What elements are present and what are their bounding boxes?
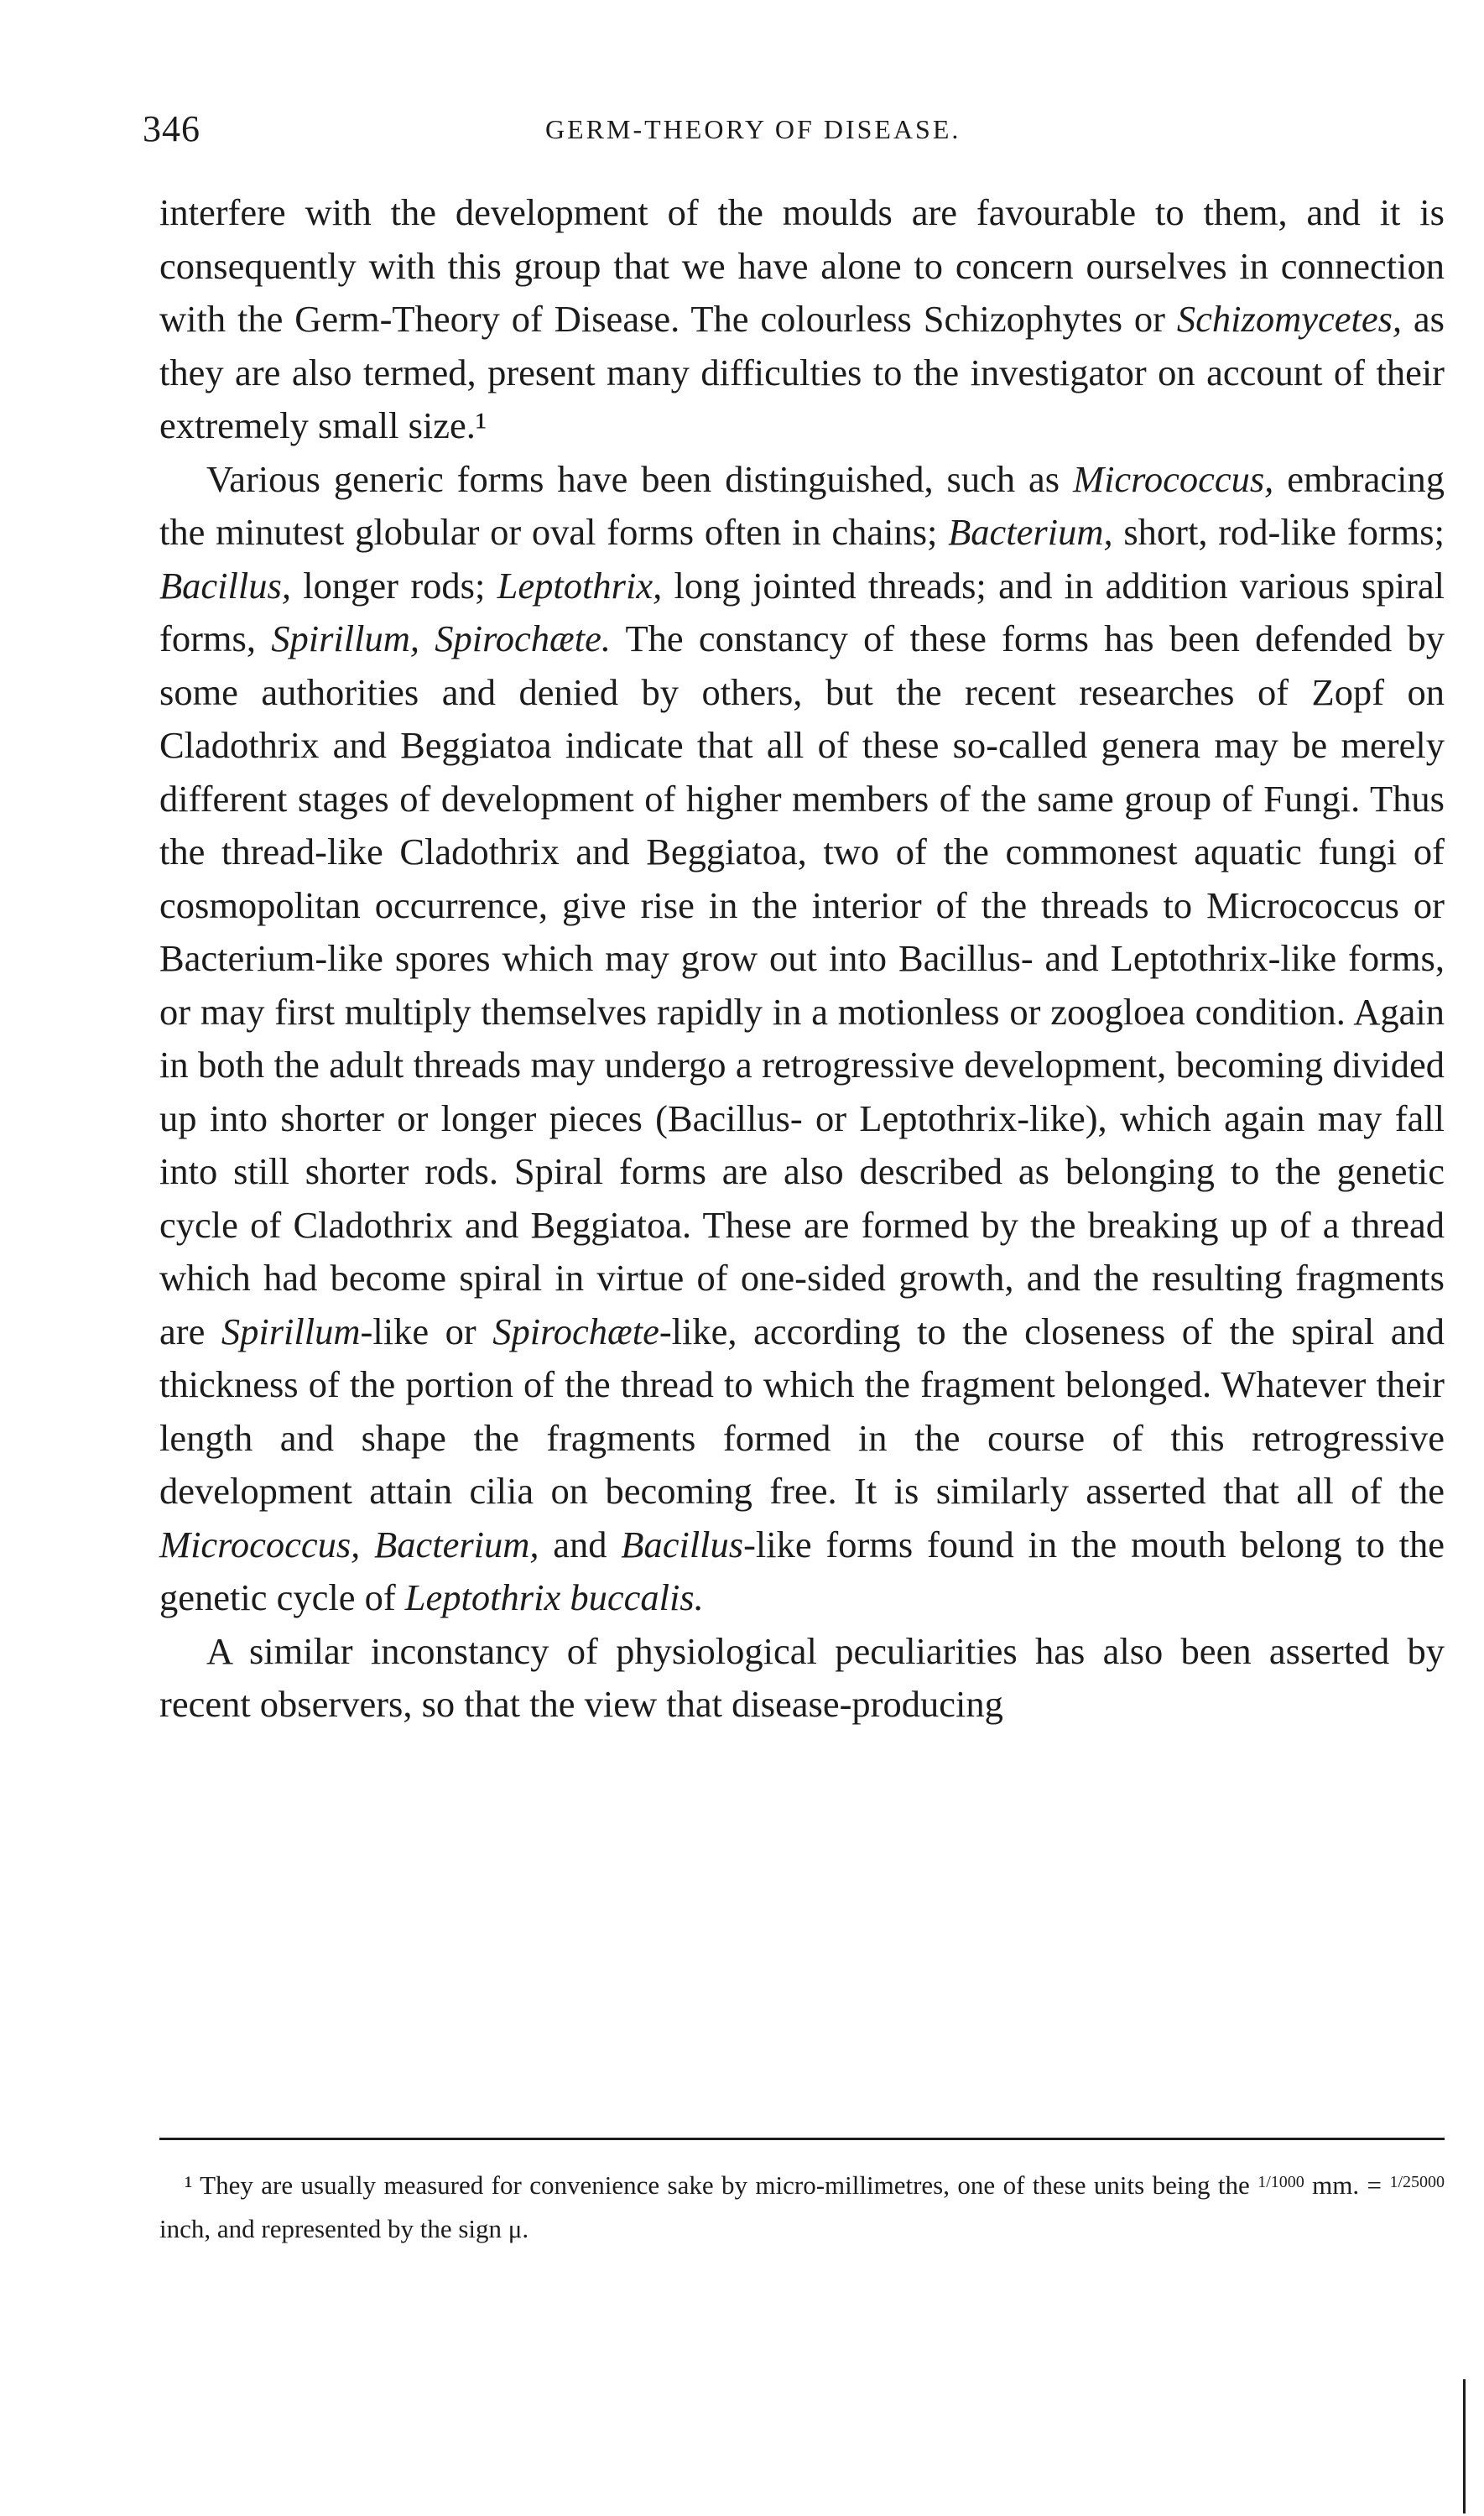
text-run: A similar inconstancy of physiological peculiarities has also been asserted by recent observers, so that the view that disease-producing (159, 1629, 1445, 1725)
running-title: GERM-THEORY OF DISEASE. (545, 114, 961, 144)
text-run: embracing the minutest globular or oval forms often in chains; (159, 457, 1445, 553)
italic-term: Bacterium, (948, 511, 1113, 553)
page-number: 346 (143, 108, 200, 149)
italic-term: Bacillus, (159, 564, 291, 607)
paragraph (159, 453, 1445, 1625)
footnote-text-part: mm. = (1304, 2170, 1390, 2200)
text-run: interfere with the development of the moulds are favourable to them, and it is consequently with this group that we have alone to concern ourselves in connection with the Germ-Theory of Disease. The colourless Schizophytes or (159, 191, 1445, 340)
page-edge-mark (1463, 2379, 1466, 2513)
italic-term: Leptothrix buccalis. (404, 1576, 704, 1618)
text-run: The constancy of these forms has been defended by some authorities and denied by others, but the recent researches of Zopf on Cladothrix and Beggiatoa indicate that all of these so-called genera may be merely different stages of development of higher members of the same group of Fungi. Thus the thread-like Cladothrix and Beggiatoa, two of the commonest aquatic fungi of cosmopolitan occurrence, give rise in the interior of the threads to Micrococcus or Bacterium-like spores which may grow out into Bacillus- and Leptothrix-like forms, or may first multiply themselves rapidly in a motionless or zoogloea condition. Again in both the adult threads may undergo a retrogressive development, becoming divided up into shorter or longer pieces (Bacillus- or Leptothrix-like), which again may fall into still shorter rods. Spiral forms are also described as belonging to the genetic cycle of Cladothrix and Beggiatoa. These are formed by the breaking up of a thread which had become spiral in virtue of one-sided growth, and the resulting fragments are (159, 617, 1445, 1352)
text-run: short, rod-like forms; (1112, 511, 1445, 553)
italic-term: Bacillus (621, 1523, 744, 1565)
paragraph (159, 1625, 1445, 1732)
italic-term: Spirochæte (492, 1310, 659, 1352)
text-run: as they are also termed, present many difficulties to the investigator on account of their extremely small size.¹ (159, 298, 1445, 446)
body-text (159, 186, 1445, 1732)
text-run: -like, according to the closeness of the spiral and thickness of the portion of the thread to which the fragment belonged. Whatever their length and shape the fragments formed in the course of this retrogressive development attain cilia on becoming free. It is similarly asserted that all of the (159, 1310, 1445, 1512)
text-run: and (539, 1523, 622, 1565)
text-run: long jointed threads; and in addition various spiral forms, (159, 564, 1445, 659)
italic-term: Micrococcus, Bacterium, (159, 1523, 539, 1565)
italic-term: Spirillum, Spirochæte. (271, 617, 611, 659)
italic-term: Schizomycetes, (1176, 298, 1403, 340)
text-run: -like forms found in the mouth belong to the genetic cycle of (159, 1523, 1445, 1618)
text-run: Various generic forms have been distinguished, such as (206, 457, 1073, 500)
italic-term: Leptothrix, (497, 564, 663, 607)
running-head (143, 107, 1445, 158)
italic-term: Spirillum (221, 1310, 361, 1352)
footnote-text (159, 2160, 1445, 2251)
paragraph (159, 186, 1445, 453)
text-run: -like or (360, 1310, 493, 1352)
footnote-divider (159, 2138, 1445, 2140)
fraction-millimetre: 1/1000 (1257, 2173, 1304, 2191)
text-run: longer rods; (290, 564, 497, 607)
footnote-text-part: ¹ They are usually measured for convenience sake by micro-millimetres, one of these units being the (185, 2170, 1258, 2200)
italic-term: Micrococcus, (1073, 457, 1274, 500)
fraction-inch: 1/25000 (1389, 2173, 1445, 2191)
footnote-text-part: inch, and represented by the sign μ. (159, 2214, 529, 2243)
footnote (159, 2160, 1445, 2251)
